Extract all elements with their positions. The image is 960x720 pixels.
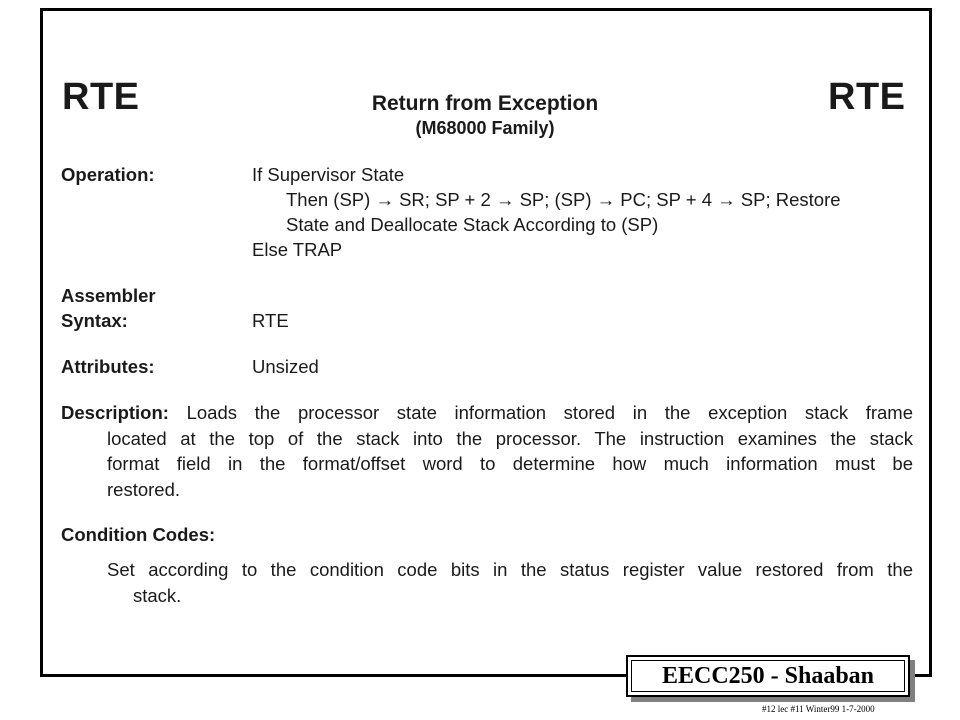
description-label: Description:: [61, 402, 169, 423]
operation-line-1: If Supervisor State: [252, 164, 405, 185]
description-text-2: located at the top of the stack into the processor. The instruction examines the stack: [107, 427, 913, 449]
description-text-1: Loads the processor state information stored in the exception stack frame: [186, 402, 914, 423]
operation-line-2: Then (SP) → SR; SP + 2 → SP; (SP) → PC; SP + 4 → SP; Restore: [286, 189, 841, 210]
condition-codes-text-1: Set according to the condition code bits in the status register value restored from the: [107, 559, 913, 580]
operation-label: Operation:: [61, 164, 155, 185]
operation-line-3: State and Deallocate Stack According to (SP): [286, 214, 659, 235]
course-badge: [626, 655, 910, 697]
instruction-title: Return from Exception: [371, 92, 599, 115]
description-block: [61, 400, 913, 502]
attributes-label: Attributes:: [61, 356, 155, 377]
description-text-4: restored.: [107, 478, 181, 500]
condition-codes-text-2: stack.: [133, 584, 182, 606]
condition-codes-label: Condition Codes:: [61, 524, 216, 545]
operation-line-4: Else TRAP: [252, 239, 343, 260]
syntax-label-line1: Assembler: [61, 285, 156, 306]
attributes-value: Unsized: [252, 356, 319, 377]
condition-codes-block: [107, 557, 913, 608]
instruction-family: (M68000 Family): [415, 118, 555, 138]
description-text-3: format field in the format/offset word to determine how much information must be: [107, 453, 913, 474]
description-first-line: [61, 400, 913, 426]
lecture-note: #12 lec #11 Winter99 1-7-2000: [762, 704, 875, 714]
mnemonic-right: RTE: [828, 76, 906, 118]
syntax-value: RTE: [252, 310, 289, 331]
course-badge-text: EECC250 - Shaaban: [631, 660, 905, 692]
syntax-label-line2: Syntax:: [61, 310, 128, 331]
mnemonic-left: RTE: [62, 76, 140, 118]
